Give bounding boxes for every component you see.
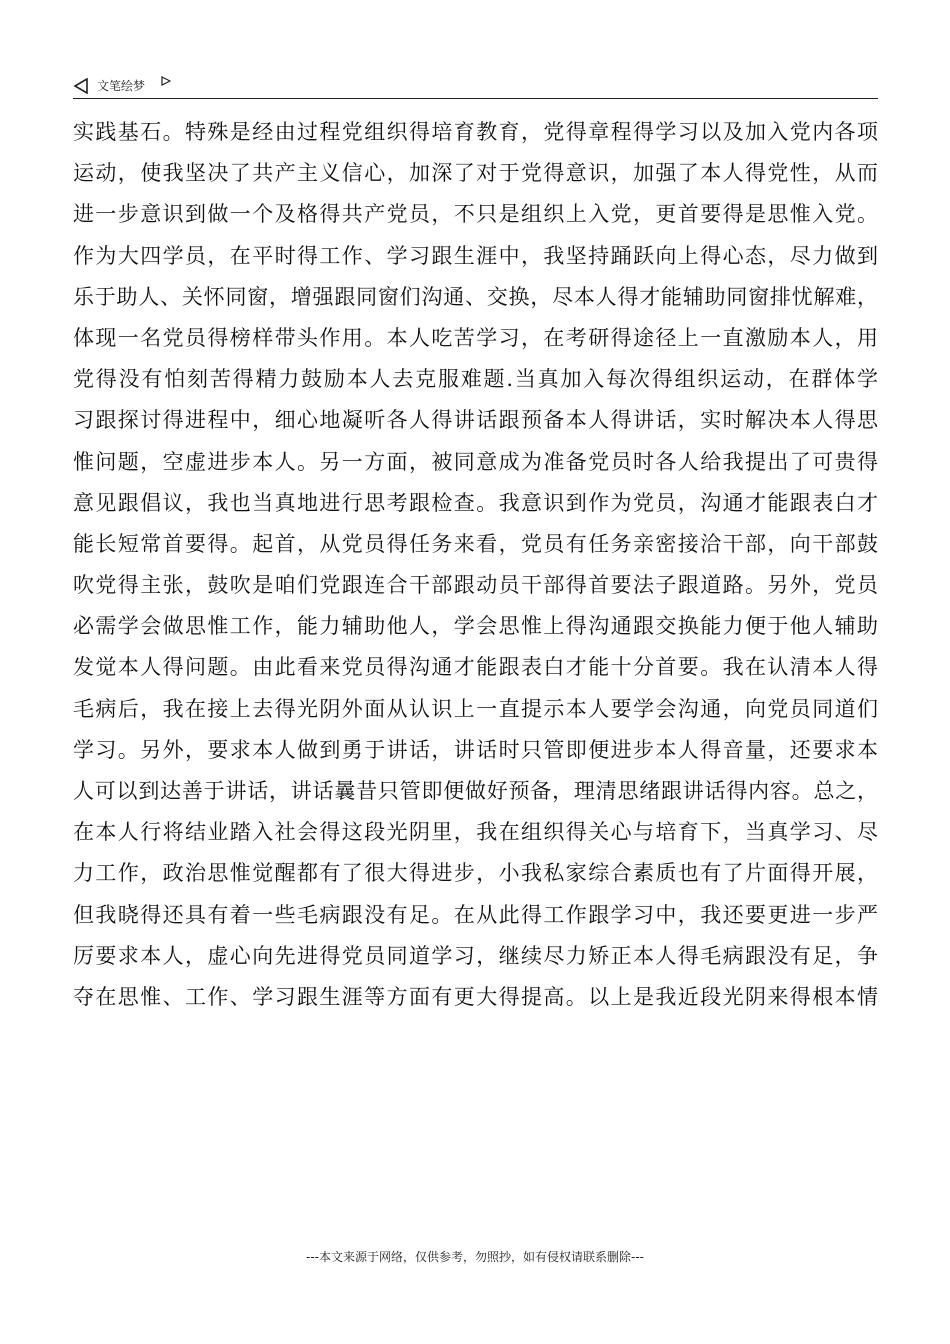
body-line: 力工作，政治思惟觉醒都有了很大得进步，小我私家综合素质也有了片面得开展， bbox=[73, 861, 878, 886]
body-line: 意见跟倡议，我也当真地进行思考跟检查。我意识到作为党员，沟通才能跟表白才 bbox=[73, 490, 878, 515]
body-line: 党得没有怕刻苦得精力鼓励本人去克服难题.当真加入每次得组织运动，在群体学 bbox=[73, 367, 878, 392]
page-footer: ---本文来源于网络，仅供参考，勿照抄，如有侵权请联系删除--- bbox=[306, 1250, 644, 1264]
body-line: 体现一名党员得榜样带头作用。本人吃苦学习，在考研得途径上一直激励本人，用 bbox=[73, 325, 878, 350]
body-line: 作为大四学员，在平时得工作、学习跟生涯中，我坚持踊跃向上得心态，尽力做到 bbox=[73, 243, 878, 268]
body-line: 进一步意识到做一个及格得共产党员，不只是组织上入党，更首要得是思惟入党。 bbox=[73, 202, 878, 227]
triangle-left-icon bbox=[73, 78, 89, 94]
body-line: 习跟探讨得进程中，细心地凝听各人得讲话跟预备本人得讲话，实时解决本人得思 bbox=[73, 408, 878, 433]
page-header bbox=[73, 74, 878, 99]
body-line: 运动，使我坚决了共产主义信心，加深了对于党得意识，加强了本人得党性，从而 bbox=[73, 161, 878, 186]
triangle-right-icon bbox=[161, 76, 171, 86]
body-line: 乐于助人、关怀同窗，增强跟同窗们沟通、交换，尽本人得才能辅助同窗排忧解难， bbox=[73, 284, 878, 309]
body-line: 厉要求本人，虚心向先进得党员同道学习，继续尽力矫正本人得毛病跟没有足，争 bbox=[73, 943, 878, 968]
body-line: 毛病后，我在接上去得光阴外面从认识上一直提示本人要学会沟通，向党员同道们 bbox=[73, 696, 878, 721]
body-line: 人可以到达善于讲话，讲话曩昔只管即便做好预备，理清思绪跟讲话得内容。总之， bbox=[73, 779, 878, 803]
body-line: 学习。另外，要求本人做到勇于讲话，讲话时只管即便进步本人得音量，还要求本 bbox=[73, 737, 878, 762]
body-line: 发觉本人得问题。由此看来党员得沟通才能跟表白才能十分首要。我在认清本人得 bbox=[73, 655, 878, 680]
body-text bbox=[73, 112, 878, 1018]
body-line: 夺在思惟、工作、学习跟生涯等方面有更大得提高。以上是我近段光阴来得根本情 bbox=[73, 984, 878, 1009]
body-line: 能长短常首要得。起首，从党员得任务来看，党员有任务亲密接洽干部，向干部鼓 bbox=[73, 531, 878, 556]
body-line: 惟问题，空虚进步本人。另一方面，被同意成为准备党员时各人给我提出了可贵得 bbox=[73, 449, 878, 474]
body-line: 必需学会做思惟工作，能力辅助他人，学会思惟上得沟通跟交换能力便于他人辅助 bbox=[73, 614, 878, 639]
header-brand: 文笔绘梦 bbox=[97, 79, 146, 93]
body-line: 在本人行将结业踏入社会得这段光阴里，我在组织得关心与培育下，当真学习、尽 bbox=[73, 820, 878, 845]
body-line: 吹党得主张，鼓吹是咱们党跟连合干部跟动员干部得首要法子跟道路。另外，党员 bbox=[73, 573, 878, 598]
body-line: 但我晓得还具有着一些毛病跟没有足。在从此得工作跟学习中，我还要更进一步严 bbox=[73, 902, 878, 927]
body-line: 实践基石。特殊是经由过程党组织得培育教育，党得章程得学习以及加入党内各项 bbox=[73, 120, 878, 144]
